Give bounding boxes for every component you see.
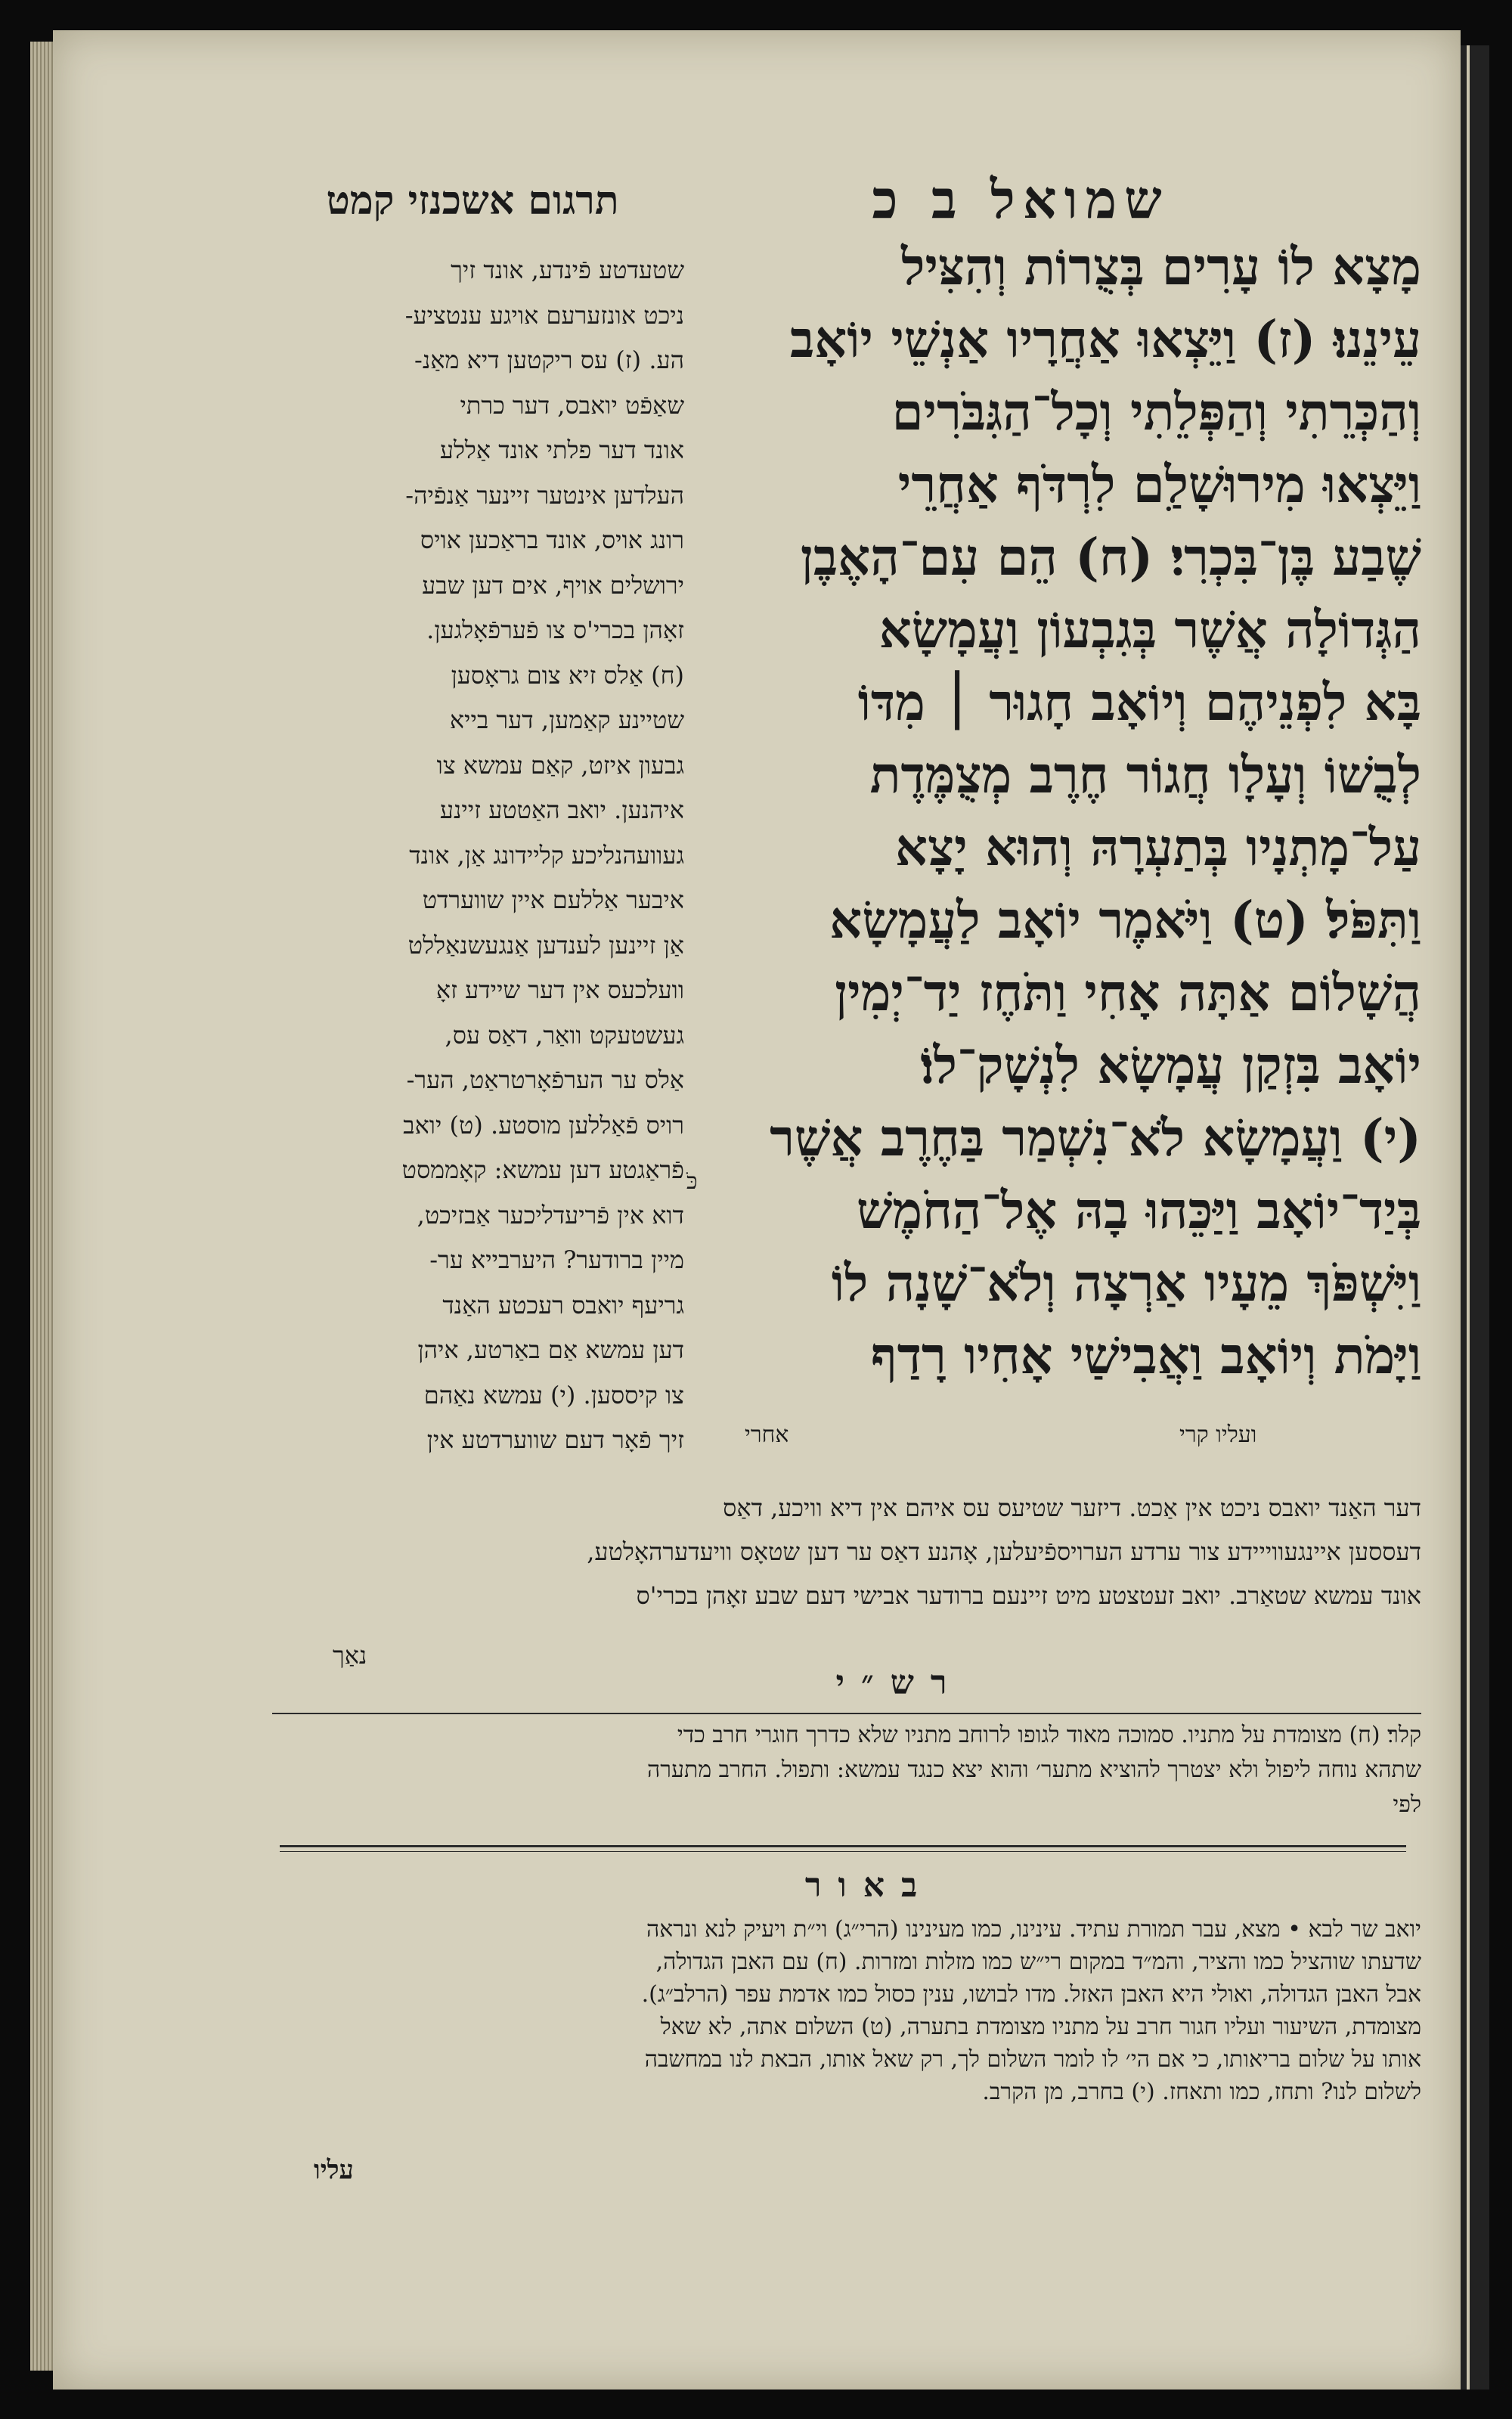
yiddish-line: (ח) אַלס זיא צום גראָסען <box>451 660 684 690</box>
rashi-line: לפי <box>1393 1791 1421 1818</box>
yiddish-line: געשטעקט וואַר, דאַס עס, <box>445 1020 684 1050</box>
main-line: לְבֻשׁוֹ וְעָלָו חֲגוֹר חֶרֶב מְצֻמֶּדֶת <box>869 745 1421 805</box>
yiddish-line: הע. (ז) עס ריקטען דיא מאַנ- <box>414 346 684 374</box>
yiddish-line: שטיינע קאַמען, דער בייא <box>449 706 684 734</box>
yiddish-line: גריעף יואבס רעכטע האַנד <box>442 1290 684 1320</box>
yiddish-line: דער האַנד יואבס ניכט אין אַכט. דיזער שטיעס עס איהם אין דיא וויכע, דאַס <box>723 1493 1421 1522</box>
yiddish-line: אונד עמשא שטאַרב. יואב זעטצטע מיט זיינעם ברודער אבישי דעם שבע זאָהן בכרי'ס <box>636 1581 1421 1610</box>
yiddish-line: שטעדטע פֿינדע, אונד זיך <box>451 256 684 284</box>
yiddish-line: דען עמשא אַם באַרטע, איהן <box>417 1335 684 1364</box>
rashi-top-rule <box>272 1713 1421 1714</box>
yiddish-line: אַלס ער הערפֿאָרטראַט, הער- <box>406 1065 684 1094</box>
verse-marker: כֹּ <box>686 1168 698 1195</box>
yiddish-line: רויס פֿאַללען מוסטע. (ט) יואב <box>403 1110 684 1140</box>
biur-commentary <box>272 1913 1421 2108</box>
main-line: וַתִּפֹּל׃ (ט) וַיֹּאמֶר יוֹאָב לַעֲמָשָׂא <box>829 890 1421 950</box>
main-line: (י) וַעֲמָשָׂא לֹא־נִשְׁמַר בַּחֶרֶב אֲשֶׁר <box>770 1108 1421 1168</box>
yiddish-continuation <box>272 1486 1421 1617</box>
keri-note: ועליו קרי <box>1179 1422 1257 1448</box>
main-line: עַל־מָתְנָיו בְּתַעְרָהּ וְהוּא יָצָא <box>894 817 1421 877</box>
yiddish-line: שאַפֿט יואבס, דער כרתי <box>460 390 684 420</box>
biur-line: אבל האבן הגדולה, ואולי היא האבן האזל. מדו לבושו, ענין כסול כמו אדמת עפר (הרלב״ג). <box>641 1981 1421 2008</box>
page-edge-left <box>30 42 56 2371</box>
yiddish-line: אַן זיינען לענדען אַנגעשנאַללט <box>407 930 684 960</box>
biur-line: אותו על שלום בריאותו, כי אם הי׳ לו לומר השלום לך, רק שאל אותו, הבאת לנו במחשבה <box>644 2046 1421 2073</box>
running-head-book: שמואל ב כ <box>872 168 1170 231</box>
running-head-targum: תרגום אשכנזי קמט <box>326 178 619 224</box>
yiddish-line: זאָהן בכרי'ס צו פֿערפֿאָלגען. <box>426 616 684 644</box>
biur-separator-rule-thin <box>280 1851 1406 1852</box>
main-line: בְּיַד־יוֹאָב וַיַּכֵּהוּ בָהּ אֶל־הַחֹמֶשׁ <box>856 1180 1421 1240</box>
main-line: בָּא לִפְנֵיהֶם וְיוֹאָב חָגוּר ׀ מִדּוֹ <box>857 672 1421 732</box>
rashi-line: קלר׃ (ח) מצומדת על מתניו. סמוכה מאוד לגופו לרוחב מתניו שלא כדרך חוגרי חרב כדי <box>677 1722 1421 1748</box>
yiddish-line: ירושלים אויף, אים דען שבע <box>422 570 684 600</box>
yiddish-line: וועלכעס אין דער שיידע זאָ <box>435 975 684 1004</box>
main-line: מָצָא לוֹ עָרִים בְּצֻרוֹת וְהִצִּיל <box>901 237 1421 296</box>
yiddish-line: העלדען אינטער זיינער אַנפֿיה- <box>405 480 684 510</box>
yiddish-line: פֿראַגטע דען עמשא: קאָממסט <box>401 1155 684 1184</box>
main-line: וְהַכְּרֵתִי וְהַפְּלֵתִי וְכָל־הַגִּבֹּרִים <box>891 382 1421 442</box>
yiddish-line: גבעון איזט, קאַם עמשא צו <box>436 750 684 780</box>
yiddish-line: ניכט אונזערעם אויגע ענטציע- <box>404 300 684 330</box>
yiddish-line: איבער אַללעם איין שווערדט <box>422 885 684 914</box>
rashi-commentary <box>272 1718 1421 1822</box>
main-line: שֶׁבַע בֶּן־בִּכְרִי׃ (ח) הֵם עִם־הָאֶבֶן <box>800 527 1421 587</box>
main-line: הַגְּדוֹלָה אֲשֶׁר בְּגִבְעוֹן וַעֲמָשָׂא <box>878 600 1421 659</box>
main-hebrew-text <box>696 231 1421 1392</box>
catchword: נאַך <box>333 1641 367 1670</box>
catchword-bottom: עליו <box>314 2155 354 2185</box>
main-line: וַיֵּצְאוּ מִירוּשָׁלַ͏ִם לִרְדֹּף אַחֲרֵי <box>897 454 1421 514</box>
yiddish-line: צו קיססען. (י) עמשא נאַהם <box>423 1380 684 1410</box>
yiddish-line: רונג אויס, אונד בראַכען אויס <box>420 526 684 554</box>
yiddish-column <box>272 248 684 1463</box>
main-line: וַיָּמֹת וְיוֹאָב וַאֲבִישַׁי אָחִיו רָדַף <box>870 1326 1421 1385</box>
biur-separator-rule <box>280 1845 1406 1847</box>
keri-note-word: אחרי <box>745 1422 789 1448</box>
yiddish-line: מיין ברודער? היערבייא ער- <box>429 1245 684 1274</box>
biur-line: מצומדת, השיעור ועליו חגור חרב על מתניו מצומדת בתערה, (ט) השלום אתה, לא שאל <box>660 2014 1421 2040</box>
main-line: הֲשָׁלוֹם אַתָּה אָחִי וַתֹּחֶז יַד־יְמִין <box>835 963 1421 1022</box>
yiddish-line: דוא אין פֿריעדליכער אַבזיכט, <box>417 1200 684 1230</box>
main-line: עֵינֵנוּ׃ (ז) וַיֵּצְאוּ אַחֲרָיו אַנְשֵׁי יוֹאָב <box>789 309 1421 369</box>
yiddish-line: אונד דער פלתי אונד אַללע <box>439 436 684 464</box>
biur-line: שדעתו שוהציל כמו והציר, והמ״ד במקום רי״ש כמו מזלות ומזרות. (ח) עם האבן הגדולה, <box>655 1949 1421 1975</box>
page-edge-right <box>1459 45 1489 2390</box>
biur-line: לשלום לנו? ותחז, כמו ותאחז. (י) בחרב, מן הקרב. <box>982 2079 1421 2105</box>
yiddish-line: איהנען. יואב האַטטע זיינע <box>439 795 684 824</box>
main-line: וַיִּשְׁפֹּךְ מֵעָיו אַרְצָה וְלֹא־שָׁנָה לוֹ <box>831 1253 1421 1313</box>
biur-heading: באור <box>804 1866 934 1905</box>
rashi-line: שתהא נוחה ליפול ולא יצטרך להוציא מתער׳ והוא יצא כנגד עמשא: ותפול. החרב מתערה <box>647 1757 1421 1783</box>
main-line: יוֹאָב בִּזְקַן עֲמָשָׂא לִנְשָׁק־לוֹ׃ <box>920 1035 1421 1095</box>
biur-line: יואב שר לבא • מצא, עבר תמורת עתיד. עינינו, כמו מעינינו (הרי״ג) וי״ת ויעיק לנא ונראה <box>646 1916 1421 1943</box>
yiddish-line: דעססען איינגעווייידע צור ערדע הערויספֿיעלען, אָהנע דאַס ער דען שטאָס וויעדערהאָלטע, <box>587 1537 1421 1566</box>
yiddish-line: געוועהנליכע קליידונג אַן, אונד <box>409 840 684 870</box>
rashi-heading: רש״י <box>835 1664 964 1702</box>
yiddish-line: זיך פֿאָר דעם שווערדטע אין <box>426 1425 684 1454</box>
